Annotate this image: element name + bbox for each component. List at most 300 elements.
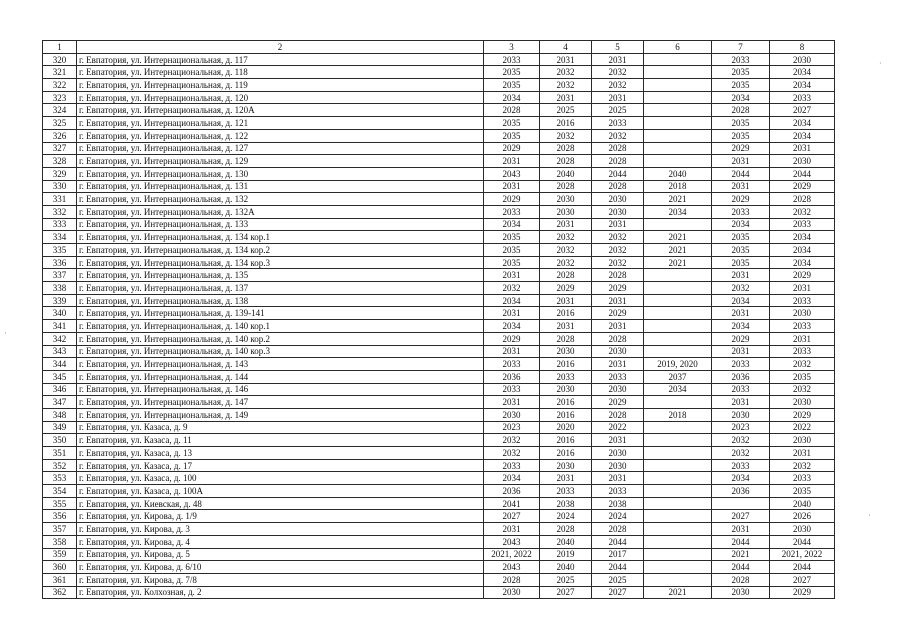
col5-cell: 2031 bbox=[592, 294, 644, 307]
col8-cell: 2040 bbox=[770, 497, 835, 510]
col7-cell: 2031 bbox=[712, 269, 770, 282]
col8-cell: 2033 bbox=[770, 91, 835, 104]
col6-cell: 2034 bbox=[644, 205, 712, 218]
col5-cell: 2031 bbox=[592, 53, 644, 66]
table-row bbox=[43, 231, 835, 244]
col6-cell bbox=[644, 142, 712, 155]
table-row bbox=[43, 573, 835, 586]
col7-cell: 2036 bbox=[712, 370, 770, 383]
col3-cell: 2031 bbox=[484, 269, 540, 282]
col4-cell: 2016 bbox=[540, 117, 592, 130]
col4-cell: 2016 bbox=[540, 408, 592, 421]
col6-cell: 2018 bbox=[644, 180, 712, 193]
address-cell: г. Евпатория, ул. Интернациональная, д. 118 bbox=[77, 66, 484, 79]
scan-dot: · bbox=[868, 511, 871, 520]
col4-cell: 2025 bbox=[540, 104, 592, 117]
col7-cell: 2034 bbox=[712, 320, 770, 333]
address-cell: г. Евпатория, ул. Интернациональная, д. 137 bbox=[77, 282, 484, 295]
col3-cell: 2035 bbox=[484, 117, 540, 130]
address-cell: г. Евпатория, ул. Казаса, д. 9 bbox=[77, 421, 484, 434]
col8-cell: 2034 bbox=[770, 244, 835, 257]
col4-cell: 2028 bbox=[540, 332, 592, 345]
col6-cell bbox=[644, 561, 712, 574]
col5-cell: 2031 bbox=[592, 218, 644, 231]
col4-cell: 2038 bbox=[540, 497, 592, 510]
col7-cell: 2023 bbox=[712, 421, 770, 434]
row-number-cell: 331 bbox=[43, 193, 77, 206]
col5-cell: 2030 bbox=[592, 383, 644, 396]
col7-cell: 2034 bbox=[712, 472, 770, 485]
col6-cell bbox=[644, 573, 712, 586]
col4-cell: 2032 bbox=[540, 244, 592, 257]
table-row bbox=[43, 91, 835, 104]
address-cell: г. Евпатория, ул. Казаса, д. 100А bbox=[77, 485, 484, 498]
col5-cell: 2030 bbox=[592, 205, 644, 218]
col6-cell bbox=[644, 421, 712, 434]
col6-cell: 2019, 2020 bbox=[644, 358, 712, 371]
col4-cell: 2032 bbox=[540, 256, 592, 269]
table-row bbox=[43, 535, 835, 548]
col3-cell: 2031 bbox=[484, 180, 540, 193]
col5-cell: 2031 bbox=[592, 358, 644, 371]
col6-cell bbox=[644, 497, 712, 510]
col5-cell: 2032 bbox=[592, 256, 644, 269]
table-row bbox=[43, 561, 835, 574]
col3-cell: 2029 bbox=[484, 142, 540, 155]
row-number-cell: 327 bbox=[43, 142, 77, 155]
table-row bbox=[43, 218, 835, 231]
col5-cell: 2025 bbox=[592, 104, 644, 117]
col8-cell: 2044 bbox=[770, 167, 835, 180]
col5-cell: 2032 bbox=[592, 79, 644, 92]
address-cell: г. Евпатория, ул. Интернациональная, д. 117 bbox=[77, 53, 484, 66]
col6-cell bbox=[644, 282, 712, 295]
col7-cell: 2035 bbox=[712, 231, 770, 244]
address-cell: г. Евпатория, ул. Интернациональная, д. 134 кор.2 bbox=[77, 244, 484, 257]
col3-cell: 2021, 2022 bbox=[484, 548, 540, 561]
table-row bbox=[43, 53, 835, 66]
col4-cell: 2031 bbox=[540, 320, 592, 333]
address-cell: г. Евпатория, ул. Казаса, д. 13 bbox=[77, 447, 484, 460]
col6-cell bbox=[644, 510, 712, 523]
col4-cell: 2033 bbox=[540, 485, 592, 498]
col5-cell: 2028 bbox=[592, 155, 644, 168]
col8-cell: 2034 bbox=[770, 79, 835, 92]
col7-cell: 2035 bbox=[712, 244, 770, 257]
address-cell: г. Евпатория, ул. Казаса, д. 100 bbox=[77, 472, 484, 485]
col4-cell: 2040 bbox=[540, 561, 592, 574]
address-cell: г. Евпатория, ул. Интернациональная, д. 133 bbox=[77, 218, 484, 231]
table-row bbox=[43, 497, 835, 510]
col5-cell: 2017 bbox=[592, 548, 644, 561]
row-number-cell: 351 bbox=[43, 447, 77, 460]
col6-cell bbox=[644, 320, 712, 333]
col4-cell: 2031 bbox=[540, 472, 592, 485]
col6-cell bbox=[644, 294, 712, 307]
col3-cell: 2034 bbox=[484, 91, 540, 104]
row-number-cell: 337 bbox=[43, 269, 77, 282]
col8-cell: 2030 bbox=[770, 53, 835, 66]
col3-cell: 2032 bbox=[484, 434, 540, 447]
row-number-cell: 325 bbox=[43, 117, 77, 130]
row-number-cell: 345 bbox=[43, 370, 77, 383]
col4-cell: 2030 bbox=[540, 193, 592, 206]
col3-cell: 2034 bbox=[484, 320, 540, 333]
table-row bbox=[43, 510, 835, 523]
table-row bbox=[43, 104, 835, 117]
row-number-cell: 352 bbox=[43, 459, 77, 472]
col5-cell: 2028 bbox=[592, 142, 644, 155]
col6-cell bbox=[644, 523, 712, 536]
col5-cell: 2028 bbox=[592, 523, 644, 536]
col4-cell: 2028 bbox=[540, 523, 592, 536]
col3-cell: 2030 bbox=[484, 586, 540, 599]
col4-cell: 2032 bbox=[540, 129, 592, 142]
address-cell: г. Евпатория, ул. Интернациональная, д. 131 bbox=[77, 180, 484, 193]
col6-cell: 2021 bbox=[644, 231, 712, 244]
row-number-cell: 320 bbox=[43, 53, 77, 66]
col5-cell: 2030 bbox=[592, 459, 644, 472]
row-number-cell: 347 bbox=[43, 396, 77, 409]
col8-cell: 2033 bbox=[770, 345, 835, 358]
col7-cell: 2029 bbox=[712, 142, 770, 155]
table-row bbox=[43, 548, 835, 561]
col4-cell: 2031 bbox=[540, 218, 592, 231]
col3-cell: 2035 bbox=[484, 244, 540, 257]
address-cell: г. Евпатория, ул. Интернациональная, д. 140 кор.3 bbox=[77, 345, 484, 358]
col3-cell: 2031 bbox=[484, 307, 540, 320]
row-number-cell: 358 bbox=[43, 535, 77, 548]
table-row bbox=[43, 244, 835, 257]
col3-cell: 2033 bbox=[484, 205, 540, 218]
address-cell: г. Евпатория, ул. Интернациональная, д. 132А bbox=[77, 205, 484, 218]
col4-cell: 2031 bbox=[540, 53, 592, 66]
row-number-cell: 329 bbox=[43, 167, 77, 180]
col6-cell bbox=[644, 66, 712, 79]
table-row bbox=[43, 142, 835, 155]
table-row bbox=[43, 155, 835, 168]
col6-cell bbox=[644, 117, 712, 130]
col8-cell: 2034 bbox=[770, 256, 835, 269]
table-row bbox=[43, 447, 835, 460]
table-row bbox=[43, 193, 835, 206]
table-row bbox=[43, 256, 835, 269]
col6-cell bbox=[644, 218, 712, 231]
column-header: 5 bbox=[592, 41, 644, 54]
col8-cell: 2031 bbox=[770, 447, 835, 460]
row-number-cell: 332 bbox=[43, 205, 77, 218]
address-cell: г. Евпатория, ул. Кирова, д. 5 bbox=[77, 548, 484, 561]
col8-cell: 2031 bbox=[770, 282, 835, 295]
col7-cell: 2030 bbox=[712, 408, 770, 421]
col6-cell bbox=[644, 485, 712, 498]
col3-cell: 2043 bbox=[484, 561, 540, 574]
col7-cell: 2031 bbox=[712, 345, 770, 358]
address-cell: г. Евпатория, ул. Интернациональная, д. 120 bbox=[77, 91, 484, 104]
col5-cell: 2031 bbox=[592, 434, 644, 447]
col8-cell: 2033 bbox=[770, 472, 835, 485]
col6-cell: 2021 bbox=[644, 256, 712, 269]
col6-cell bbox=[644, 79, 712, 92]
table-row bbox=[43, 523, 835, 536]
col6-cell: 2021 bbox=[644, 586, 712, 599]
col8-cell: 2032 bbox=[770, 358, 835, 371]
col7-cell: 2035 bbox=[712, 66, 770, 79]
col5-cell: 2032 bbox=[592, 231, 644, 244]
col8-cell: 2034 bbox=[770, 66, 835, 79]
col5-cell: 2032 bbox=[592, 66, 644, 79]
table-row bbox=[43, 180, 835, 193]
col4-cell: 2028 bbox=[540, 180, 592, 193]
col5-cell: 2030 bbox=[592, 345, 644, 358]
table-row bbox=[43, 586, 835, 599]
col6-cell: 2018 bbox=[644, 408, 712, 421]
table-row bbox=[43, 320, 835, 333]
col4-cell: 2031 bbox=[540, 91, 592, 104]
col3-cell: 2031 bbox=[484, 155, 540, 168]
table-row bbox=[43, 269, 835, 282]
address-cell: г. Евпатория, ул. Кирова, д. 4 bbox=[77, 535, 484, 548]
schedule-table bbox=[42, 40, 835, 599]
col6-cell bbox=[644, 447, 712, 460]
col5-cell: 2044 bbox=[592, 561, 644, 574]
col6-cell bbox=[644, 104, 712, 117]
table-row bbox=[43, 294, 835, 307]
table-row bbox=[43, 167, 835, 180]
col4-cell: 2031 bbox=[540, 294, 592, 307]
table-row bbox=[43, 421, 835, 434]
address-cell: г. Евпатория, ул. Интернациональная, д. 121 bbox=[77, 117, 484, 130]
table-row bbox=[43, 332, 835, 345]
col3-cell: 2032 bbox=[484, 282, 540, 295]
col5-cell: 2028 bbox=[592, 332, 644, 345]
address-cell: г. Евпатория, ул. Интернациональная, д. 127 bbox=[77, 142, 484, 155]
row-number-cell: 321 bbox=[43, 66, 77, 79]
address-cell: г. Евпатория, ул. Интернациональная, д. 140 кор.2 bbox=[77, 332, 484, 345]
col8-cell: 2032 bbox=[770, 383, 835, 396]
column-header: 1 bbox=[43, 41, 77, 54]
col8-cell: 2030 bbox=[770, 396, 835, 409]
col4-cell: 2029 bbox=[540, 282, 592, 295]
col3-cell: 2033 bbox=[484, 358, 540, 371]
table-row bbox=[43, 408, 835, 421]
col6-cell bbox=[644, 53, 712, 66]
row-number-cell: 344 bbox=[43, 358, 77, 371]
col3-cell: 2036 bbox=[484, 370, 540, 383]
col6-cell: 2021 bbox=[644, 244, 712, 257]
col4-cell: 2025 bbox=[540, 573, 592, 586]
col7-cell: 2029 bbox=[712, 193, 770, 206]
table-row bbox=[43, 396, 835, 409]
col3-cell: 2030 bbox=[484, 408, 540, 421]
col7-cell: 2031 bbox=[712, 307, 770, 320]
col8-cell: 2030 bbox=[770, 155, 835, 168]
table-row bbox=[43, 205, 835, 218]
col4-cell: 2032 bbox=[540, 79, 592, 92]
col8-cell: 2032 bbox=[770, 459, 835, 472]
col7-cell: 2033 bbox=[712, 358, 770, 371]
col8-cell: 2032 bbox=[770, 205, 835, 218]
col4-cell: 2016 bbox=[540, 307, 592, 320]
col3-cell: 2033 bbox=[484, 53, 540, 66]
col3-cell: 2034 bbox=[484, 472, 540, 485]
col7-cell: 2028 bbox=[712, 104, 770, 117]
col4-cell: 2028 bbox=[540, 269, 592, 282]
col4-cell: 2016 bbox=[540, 358, 592, 371]
col3-cell: 2043 bbox=[484, 167, 540, 180]
col3-cell: 2043 bbox=[484, 535, 540, 548]
col5-cell: 2022 bbox=[592, 421, 644, 434]
col3-cell: 2035 bbox=[484, 231, 540, 244]
row-number-cell: 355 bbox=[43, 497, 77, 510]
col7-cell: 2032 bbox=[712, 447, 770, 460]
col6-cell bbox=[644, 434, 712, 447]
address-cell: г. Евпатория, ул. Интернациональная, д. 135 bbox=[77, 269, 484, 282]
address-cell: г. Евпатория, ул. Интернациональная, д. 122 bbox=[77, 129, 484, 142]
col5-cell: 2033 bbox=[592, 117, 644, 130]
address-cell: г. Евпатория, ул. Интернациональная, д. 120А bbox=[77, 104, 484, 117]
col4-cell: 2040 bbox=[540, 535, 592, 548]
col5-cell: 2032 bbox=[592, 244, 644, 257]
col3-cell: 2033 bbox=[484, 383, 540, 396]
col8-cell: 2035 bbox=[770, 370, 835, 383]
col7-cell: 2031 bbox=[712, 155, 770, 168]
row-number-cell: 357 bbox=[43, 523, 77, 536]
col7-cell: 2031 bbox=[712, 523, 770, 536]
col8-cell: 2026 bbox=[770, 510, 835, 523]
col7-cell: 2030 bbox=[712, 586, 770, 599]
col6-cell bbox=[644, 535, 712, 548]
address-cell: г. Евпатория, ул. Колхозная, д. 2 bbox=[77, 586, 484, 599]
col6-cell bbox=[644, 345, 712, 358]
col8-cell: 2021, 2022 bbox=[770, 548, 835, 561]
col4-cell: 2027 bbox=[540, 586, 592, 599]
col8-cell: 2029 bbox=[770, 269, 835, 282]
col8-cell: 2034 bbox=[770, 117, 835, 130]
col3-cell: 2035 bbox=[484, 66, 540, 79]
col8-cell: 2030 bbox=[770, 434, 835, 447]
table-row bbox=[43, 117, 835, 130]
address-cell: г. Евпатория, ул. Кирова, д. 1/9 bbox=[77, 510, 484, 523]
row-number-cell: 330 bbox=[43, 180, 77, 193]
scan-dot: · bbox=[879, 59, 882, 68]
col4-cell: 2032 bbox=[540, 66, 592, 79]
col5-cell: 2028 bbox=[592, 408, 644, 421]
col5-cell: 2030 bbox=[592, 193, 644, 206]
address-cell: г. Евпатория, ул. Кирова, д. 6/10 bbox=[77, 561, 484, 574]
address-cell: г. Евпатория, ул. Кирова, д. 3 bbox=[77, 523, 484, 536]
col4-cell: 2030 bbox=[540, 459, 592, 472]
col8-cell: 2034 bbox=[770, 129, 835, 142]
table-row bbox=[43, 129, 835, 142]
col8-cell: 2027 bbox=[770, 573, 835, 586]
address-cell: г. Евпатория, ул. Кирова, д. 7/8 bbox=[77, 573, 484, 586]
col6-cell bbox=[644, 332, 712, 345]
col6-cell bbox=[644, 472, 712, 485]
col7-cell: 2021 bbox=[712, 548, 770, 561]
address-cell: г. Евпатория, ул. Интернациональная, д. 134 кор.3 bbox=[77, 256, 484, 269]
table-body bbox=[43, 53, 835, 599]
col4-cell: 2016 bbox=[540, 447, 592, 460]
column-header: 3 bbox=[484, 41, 540, 54]
col8-cell: 2031 bbox=[770, 142, 835, 155]
col3-cell: 2031 bbox=[484, 523, 540, 536]
row-number-cell: 360 bbox=[43, 561, 77, 574]
table-row bbox=[43, 434, 835, 447]
address-cell: г. Евпатория, ул. Интернациональная, д. 119 bbox=[77, 79, 484, 92]
row-number-cell: 354 bbox=[43, 485, 77, 498]
col6-cell: 2034 bbox=[644, 383, 712, 396]
col5-cell: 2033 bbox=[592, 370, 644, 383]
col5-cell: 2028 bbox=[592, 180, 644, 193]
address-cell: г. Евпатория, ул. Киевская, д. 48 bbox=[77, 497, 484, 510]
row-number-cell: 359 bbox=[43, 548, 77, 561]
row-number-cell: 353 bbox=[43, 472, 77, 485]
col3-cell: 2029 bbox=[484, 193, 540, 206]
col7-cell: 2034 bbox=[712, 218, 770, 231]
row-number-cell: 342 bbox=[43, 332, 77, 345]
col7-cell: 2027 bbox=[712, 510, 770, 523]
address-cell: г. Евпатория, ул. Интернациональная, д. 129 bbox=[77, 155, 484, 168]
col3-cell: 2041 bbox=[484, 497, 540, 510]
address-cell: г. Евпатория, ул. Интернациональная, д. 146 bbox=[77, 383, 484, 396]
col5-cell: 2044 bbox=[592, 167, 644, 180]
row-number-cell: 335 bbox=[43, 244, 77, 257]
row-number-cell: 324 bbox=[43, 104, 77, 117]
address-cell: г. Евпатория, ул. Интернациональная, д. 138 bbox=[77, 294, 484, 307]
col7-cell: 2028 bbox=[712, 573, 770, 586]
col7-cell: 2036 bbox=[712, 485, 770, 498]
col7-cell: 2033 bbox=[712, 53, 770, 66]
col7-cell: 2031 bbox=[712, 180, 770, 193]
row-number-cell: 343 bbox=[43, 345, 77, 358]
col3-cell: 2029 bbox=[484, 332, 540, 345]
table-row bbox=[43, 370, 835, 383]
col7-cell: 2033 bbox=[712, 459, 770, 472]
row-number-cell: 328 bbox=[43, 155, 77, 168]
row-number-cell: 326 bbox=[43, 129, 77, 142]
col3-cell: 2035 bbox=[484, 129, 540, 142]
row-number-cell: 356 bbox=[43, 510, 77, 523]
col8-cell: 2033 bbox=[770, 320, 835, 333]
table-header-row bbox=[43, 41, 835, 54]
row-number-cell: 362 bbox=[43, 586, 77, 599]
address-cell: г. Евпатория, ул. Интернациональная, д. 134 кор.1 bbox=[77, 231, 484, 244]
row-number-cell: 322 bbox=[43, 79, 77, 92]
col3-cell: 2028 bbox=[484, 104, 540, 117]
col8-cell: 2029 bbox=[770, 180, 835, 193]
col3-cell: 2034 bbox=[484, 218, 540, 231]
column-header: 8 bbox=[770, 41, 835, 54]
table-row bbox=[43, 282, 835, 295]
col7-cell: 2035 bbox=[712, 129, 770, 142]
col5-cell: 2029 bbox=[592, 282, 644, 295]
col8-cell: 2044 bbox=[770, 535, 835, 548]
address-cell: г. Евпатория, ул. Интернациональная, д. 149 bbox=[77, 408, 484, 421]
col6-cell bbox=[644, 548, 712, 561]
col7-cell: 2044 bbox=[712, 561, 770, 574]
col4-cell: 2016 bbox=[540, 434, 592, 447]
col7-cell: 2044 bbox=[712, 535, 770, 548]
col3-cell: 2034 bbox=[484, 294, 540, 307]
address-cell: г. Евпатория, ул. Интернациональная, д. 147 bbox=[77, 396, 484, 409]
col8-cell: 2029 bbox=[770, 408, 835, 421]
col4-cell: 2030 bbox=[540, 205, 592, 218]
table-row bbox=[43, 345, 835, 358]
col5-cell: 2038 bbox=[592, 497, 644, 510]
col6-cell bbox=[644, 155, 712, 168]
table-row bbox=[43, 358, 835, 371]
